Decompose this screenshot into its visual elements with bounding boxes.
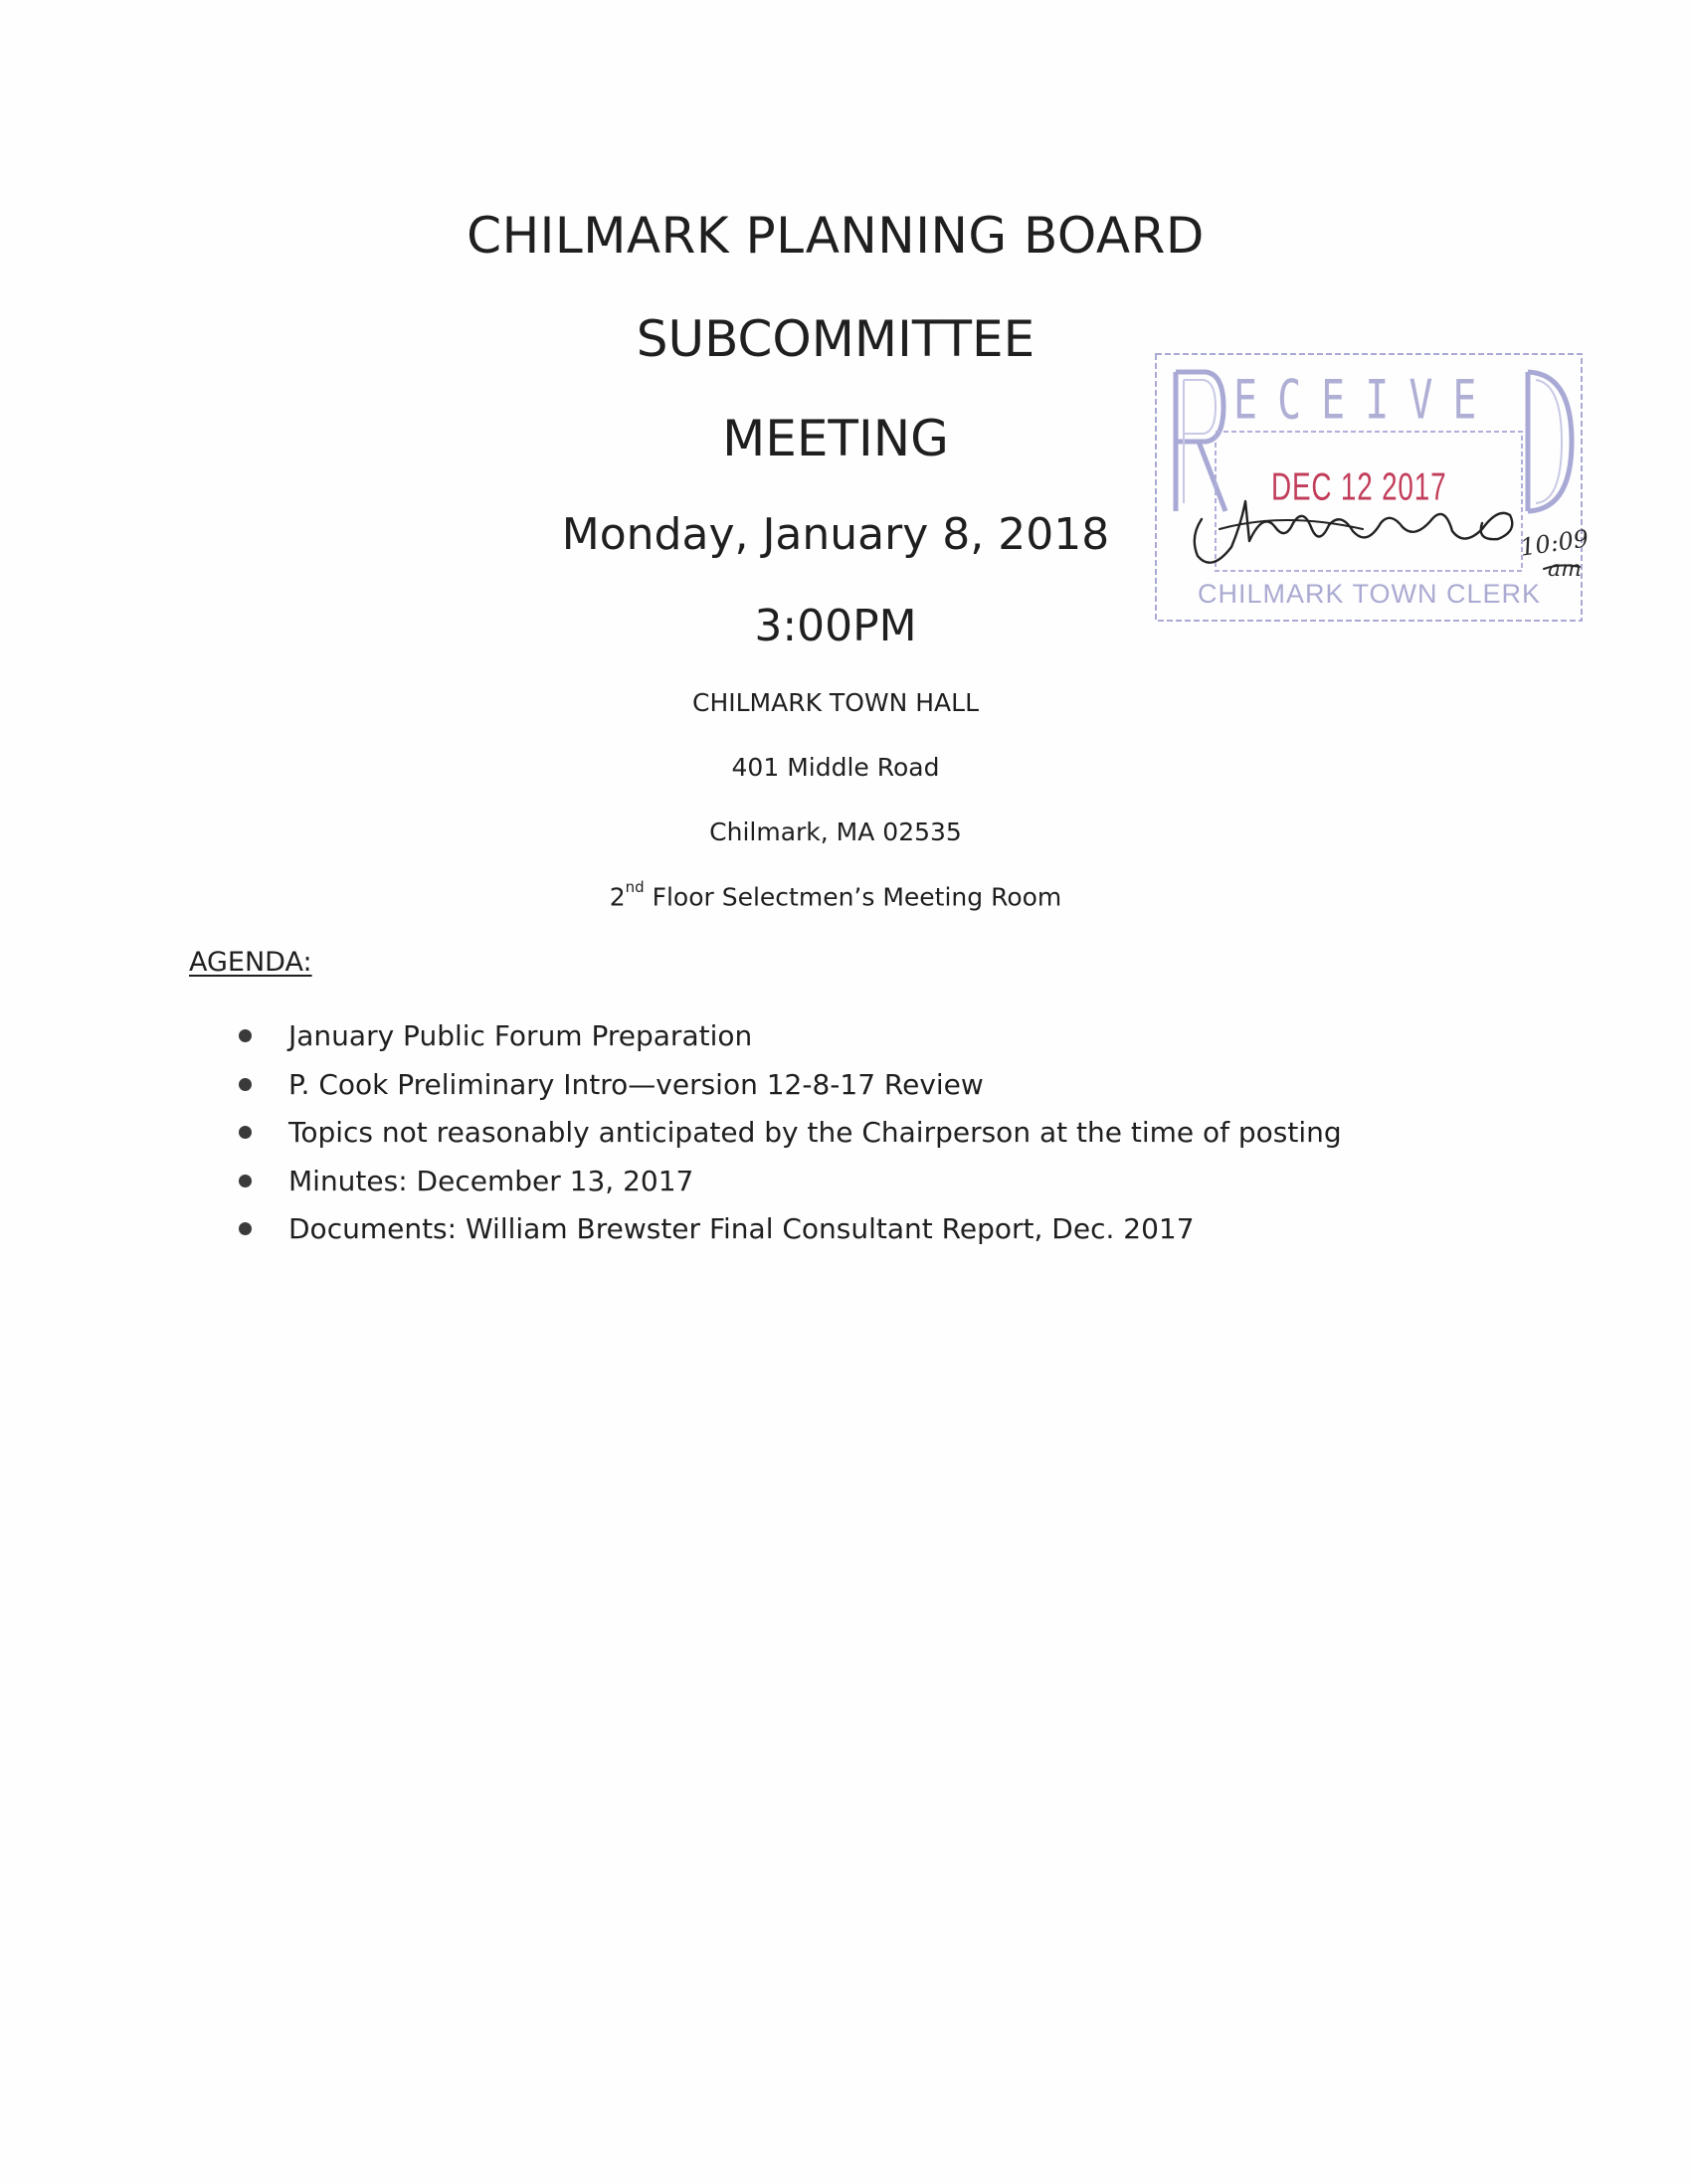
agenda-item-text: Minutes: December 13, 2017	[288, 1164, 694, 1197]
agenda-item	[0, 1209, 1342, 1258]
agenda-item	[0, 1065, 1342, 1114]
agenda-item-text: Documents: William Brewster Final Consultant Report, Dec. 2017	[288, 1212, 1195, 1246]
agenda-item	[0, 1113, 1342, 1162]
agenda-item-text: P. Cook Preliminary Intro—version 12-8-17 Review	[288, 1067, 984, 1101]
bullet-icon	[239, 1078, 252, 1091]
venue-name: CHILMARK TOWN HALL	[691, 688, 979, 717]
venue-street: 401 Middle Road	[731, 753, 940, 782]
room-description: Floor Selectmen’s Meeting Room	[644, 882, 1062, 912]
stamp-office: CHILMARK TOWN CLERK	[1198, 579, 1542, 609]
venue-city: Chilmark, MA 02535	[709, 818, 962, 846]
bullet-icon	[239, 1126, 252, 1139]
meeting-title: MEETING	[722, 410, 949, 467]
agenda-heading: AGENDA:	[189, 947, 312, 978]
agenda-list	[0, 1016, 1342, 1258]
agenda-item	[0, 1162, 1342, 1210]
meeting-time: 3:00PM	[754, 601, 917, 651]
agenda-item	[0, 1016, 1342, 1065]
bullet-icon	[239, 1222, 252, 1235]
handwritten-ampm: am	[1548, 557, 1582, 582]
meeting-room	[0, 878, 1671, 912]
agenda-item-text: Topics not reasonably anticipated by the Chairperson at the time of posting	[288, 1116, 1342, 1150]
agenda-item-text: January Public Forum Preparation	[288, 1019, 753, 1052]
subcommittee-title: SUBCOMMITTEE	[636, 310, 1035, 368]
received-stamp	[1154, 352, 1591, 627]
stamp-received-text: ECEIVE	[1233, 370, 1497, 433]
room-floor-number: 2	[609, 882, 626, 912]
handwritten-time: 10:09	[1518, 524, 1591, 562]
board-title: CHILMARK PLANNING BOARD	[467, 207, 1205, 265]
bullet-icon	[239, 1175, 252, 1187]
meeting-date: Monday, January 8, 2018	[561, 509, 1110, 560]
stamp-date: DEC 12 2017	[1271, 465, 1447, 509]
bullet-icon	[239, 1029, 252, 1042]
room-floor-suffix: nd	[625, 878, 645, 896]
